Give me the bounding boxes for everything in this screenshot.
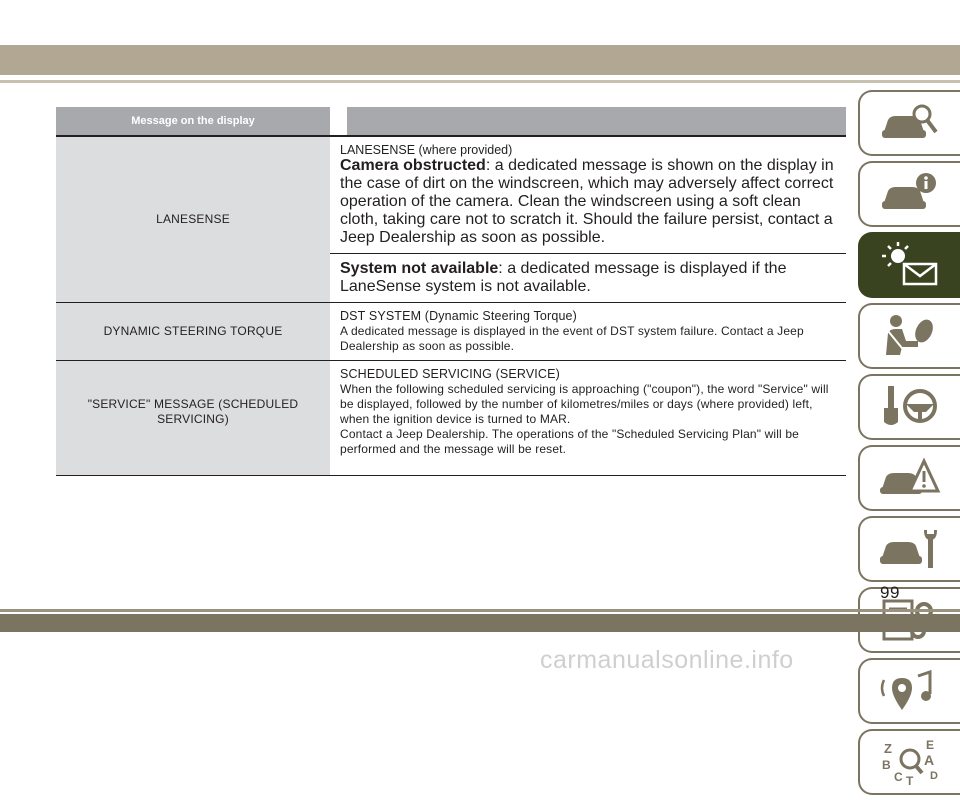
row-label: "SERVICE" MESSAGE (SCHEDULED SERVICING) <box>56 361 330 475</box>
row-title: DST SYSTEM (Dynamic Steering Torque) <box>340 309 577 323</box>
tab-starting-driving[interactable] <box>858 374 960 440</box>
row-label: LANESENSE <box>56 137 330 302</box>
warning-light-message-icon <box>878 240 942 290</box>
top-decorative-band <box>0 45 960 75</box>
tab-getting-to-know[interactable] <box>858 90 960 156</box>
seatbelt-airbag-icon <box>878 311 942 361</box>
row-description: LANESENSE (where provided) Camera obstructed: a dedicated message is shown on the display in the case of dirt on the windscreen, which may adversely affect correct operation of the camera. Clean the windscreen using a soft clean cloth, taking care not to scratch it. Should the failure persist, contact a Jeep Dealership as soon as possible. <box>330 137 846 253</box>
tab-warning-lights-messages[interactable] <box>858 232 960 298</box>
bottom-divider <box>0 609 960 612</box>
row-description: SCHEDULED SERVICING (SERVICE) When the following scheduled servicing is approaching ("coupon"), the word "Service" will be displayed, followed by the number of kilometres/miles or days (where provided) left, when the ignition device is turned to MAR. Contact a Jeep Dealership. The operations of the "Scheduled Servicing Plan" will be performed and the message will be reset. <box>330 361 846 475</box>
tab-index[interactable] <box>858 729 960 795</box>
tab-multimedia[interactable] <box>858 658 960 724</box>
index-letter: E <box>926 738 935 752</box>
key-steering-wheel-icon <box>878 382 942 432</box>
car-breakdown-icon <box>878 453 942 503</box>
index-letter: Z <box>884 741 892 756</box>
table-row <box>56 361 846 476</box>
index-letter: D <box>930 770 938 782</box>
index-letter: T <box>906 774 914 787</box>
chapter-tabs <box>858 90 960 800</box>
table-row <box>56 137 846 303</box>
tab-emergency[interactable] <box>858 445 960 511</box>
car-wrench-icon <box>878 524 942 574</box>
index-letter: B <box>882 758 891 772</box>
row-description: DST SYSTEM (Dynamic Steering Torque) A dedicated message is displayed in the event of DST system failure. Contact a Jeep Dealership as soon as possible. <box>330 303 846 360</box>
top-divider <box>0 80 960 83</box>
bottom-decorative-band <box>0 614 960 632</box>
message-table <box>56 107 846 476</box>
row-title: SCHEDULED SERVICING (SERVICE) <box>340 367 560 381</box>
term-bold: System not available <box>340 260 499 277</box>
tab-safety[interactable] <box>858 303 960 369</box>
table-row <box>56 303 846 361</box>
multimedia-icon <box>878 666 942 716</box>
index-icon <box>878 737 942 787</box>
header-message-on-display: Message on the display <box>56 107 332 135</box>
tab-dashboard[interactable] <box>858 161 960 227</box>
index-letter: A <box>924 752 935 768</box>
watermark: carmanualsonline.info <box>540 646 794 674</box>
term-bold: Camera obstructed <box>340 157 486 174</box>
header-description <box>347 107 846 135</box>
index-letter: C <box>894 770 903 784</box>
row-label: DYNAMIC STEERING TORQUE <box>56 303 330 360</box>
table-header <box>56 107 846 135</box>
car-info-icon <box>878 169 942 219</box>
tab-servicing-maintenance[interactable] <box>858 516 960 582</box>
row-description: System not available: a dedicated message is displayed if the LaneSense system is not available. <box>330 253 846 302</box>
page-number: 99 <box>880 583 900 602</box>
row-title: LANESENSE (where provided) <box>340 143 513 157</box>
car-magnifier-icon <box>878 98 942 148</box>
